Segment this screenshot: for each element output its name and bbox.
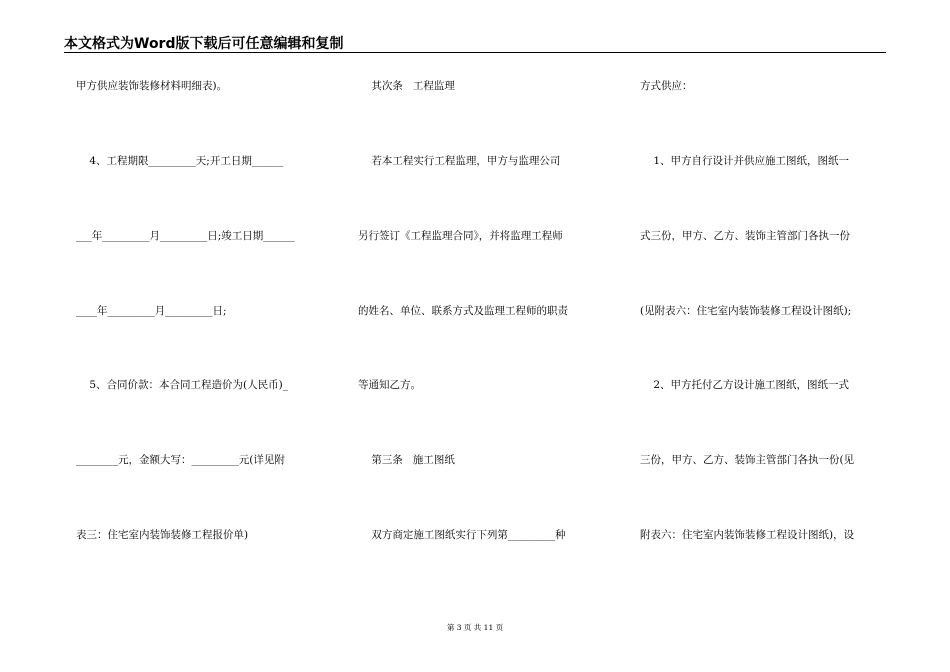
text-line: 1、甲方自行设计并供应施工图纸，图纸一	[640, 155, 850, 167]
text-line: ________元，金额大写：_________元(详见附	[76, 454, 285, 466]
text-line: (见附表六：住宅室内装饰装修工程设计图纸);	[640, 305, 852, 317]
text-line: 第三条 施工图纸	[358, 454, 455, 466]
page-number: 第 3 页 共 11 页	[446, 623, 504, 632]
text-line: 的姓名、单位、联系方式及监理工程师的职责	[358, 305, 568, 317]
text-line: 三份，甲方、乙方、装饰主管部门各执一份(见	[640, 454, 855, 466]
text-line: 5、合同价款：本合同工程造价为(人民币)_	[76, 379, 288, 391]
text-line: 表三：住宅室内装饰装修工程报价单)	[76, 529, 249, 541]
text-line: 式三份，甲方、乙方、装饰主管部门各执一份	[640, 230, 850, 242]
text-line: 方式供应：	[640, 80, 693, 92]
text-line: 4、工程期限_________天;开工日期______	[76, 155, 284, 167]
text-line: 另行签订《工程监理合同》，并将监理工程师	[358, 230, 563, 242]
text-line: 甲方供应装饰装修材料明细表)。	[76, 80, 228, 92]
page-header-title: 本文格式为Word版下载后可任意编辑和复制	[64, 36, 344, 52]
text-line: ___年_________月_________日;竣工日期______	[76, 230, 295, 242]
text-line: 其次条 工程监理	[358, 80, 455, 92]
text-line: 若本工程实行工程监理，甲方与监理公司	[358, 155, 561, 167]
text-line: ____年_________月_________日;	[76, 305, 227, 317]
header-divider	[64, 52, 886, 53]
text-line: 双方商定施工图纸实行下列第_________种	[358, 529, 566, 541]
text-line: 2、甲方托付乙方设计施工图纸，图纸一式	[640, 379, 850, 391]
text-line: 附表六：住宅室内装饰装修工程设计图纸)，设	[640, 529, 855, 541]
text-line: 等通知乙方。	[358, 379, 421, 391]
